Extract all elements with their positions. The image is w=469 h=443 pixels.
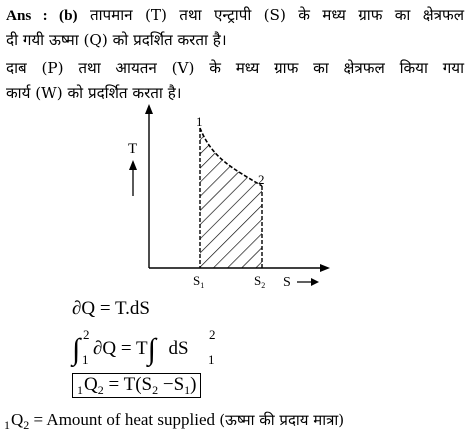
final-statement (4, 410, 344, 430)
answer-line-3: दाब (P) तथा आयतन (V) के मध्य ग्राफ का क्षेत्रफल किया गया (6, 59, 464, 77)
integral-icon: ∫ (147, 333, 156, 366)
result-box: $_1Q_2 = T(S_2 -S_1)$ (72, 373, 201, 398)
answer-label: Ans : (b) (6, 7, 78, 24)
answer-line-4: कार्य (W) को प्रदर्शित करता है। (6, 84, 182, 102)
final-q: Q (11, 410, 24, 429)
integral-1-upper: 2 (83, 327, 90, 342)
x-axis-label: S (283, 275, 291, 290)
answer-line-1-text: तापमान (T) तथा एन्ट्रापी (S) के मध्य ग्राफ का क्षेत्रफल (89, 6, 464, 24)
equation-2-mid: ∂Q = T (92, 338, 148, 359)
point-1-label: 1 (196, 114, 203, 129)
s-right-arrow-icon (311, 278, 319, 286)
y-axis-arrow-icon (145, 104, 153, 114)
answer-line-2: दी गयी ऊष्मा (Q) को प्रदर्शित करता है। (6, 31, 227, 49)
equation-1: ∂Q = T.dS (72, 298, 150, 319)
equation-2-end: dS (168, 338, 189, 359)
x-axis-arrow-icon (320, 264, 330, 272)
hatched-area (195, 120, 270, 270)
final-sub: 1 (4, 418, 10, 432)
equation-3-boxed (72, 374, 201, 396)
integral-1-lower: 1 (82, 352, 89, 367)
t-up-arrow-icon (129, 160, 137, 170)
equation-2 (72, 327, 262, 367)
point-2-label: 2 (258, 172, 265, 187)
s1-label: $S_1$ (193, 273, 205, 290)
final-q-sub: 2 (23, 418, 30, 432)
final-text-hi: (ऊष्मा की प्रदाय मात्रा) (219, 411, 345, 429)
integral-2-lower: 1 (208, 352, 215, 367)
integral-icon: ∫ (72, 333, 81, 366)
integral-2-upper: 2 (209, 327, 216, 342)
s2-label: $S_2$ (254, 273, 266, 290)
final-text-en: = Amount of heat supplied (29, 410, 215, 429)
y-axis-label: T (128, 141, 138, 157)
